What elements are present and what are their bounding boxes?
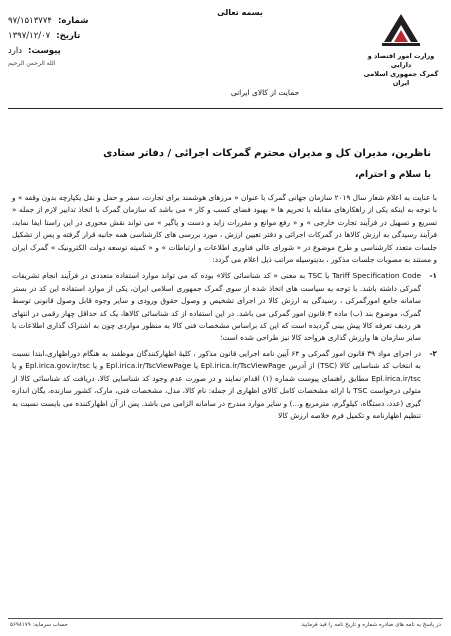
basmala-small: الله الرحمن الرحیم [8,60,56,67]
number-label: شماره: [57,16,89,26]
greeting: با سلام و احترام، [355,170,431,180]
attachment-value: دارد [8,46,23,56]
attachment-label: پیوست: [28,46,61,56]
footer-account-value: ۵۶۹۸۱۷۹ [10,622,31,628]
attachment-row [8,44,188,59]
date-value: ۱۳۹۷/۱۲/۰۷ [8,31,51,41]
letter-body [12,192,437,422]
recipient-line: ناظرین، مدیران کل و مدیران محترم گمرکات اجرائی / دفاتر ستادی [103,148,431,159]
org-name-2: گمرک جمهوری اسلامی ایران [363,70,439,87]
item-text: در اجرای مواد ۳۹ قانون امور گمرکی و ۶۴ آیین نامه اجرایی قانون مذکور ، کلیهٔ اظهارکنندگان موظفند به هنگام دوراظهاری،ابتدا نسبت به انتخاب کد شناسایی کالا (TSC) از آدرس Epl.irica.ir/TscViewPage یا Epl.irica.ir/TscViewPage و یا Epl.irica.gov.ir/tsc و یا Epl.irica.ir/tsc مطابق راهنمای پیوست شماره (۱) اقدام نمایند و در صورت عدم وجود کد شناسایی کالا، دریافت کد شناسائی کالا از متولی درخواست TSC با ارائه مشخصات کامل کالای اظهاری از جمله: نام کالا، مدل، مشخصات فنی، مارک، کشور سازنده، یگان اندازه گیری (عدد، دستگاه، کیلوگرم، مترمربع و...) و سایر موارد مندرج در سامانه الزامی می باشد. پس از آن اظهارکننده می بایست نسبت به تنظیم اظهارنامه و تکمیل فرم خلاصه ارزش کالا [12,348,421,420]
customs-logo-icon [378,8,424,48]
list-item [12,348,437,422]
number-row [8,14,188,29]
item-number: ۱- [429,271,437,281]
number-value: ۹۷/۱۵۱۳۷۷۴ [8,16,52,26]
basmala: بسمه تعالی [217,8,263,17]
footer [10,622,441,628]
letter-meta [8,14,188,59]
date-row [8,29,188,44]
item-text: Tariff Specification Code یا TSC به معنی « کد شناسائی کالا» بوده که می تواند موارد استفاده متعددی در فرآیند انجام تشریفات گمرکی داشته باشد. با توجه به سیاست های اتخاذ شده از سوی گمرک جمهوری اسلامی ایران، یکی از موارد استفاده این کد در بستر سامانه جامع امورگمرکی ، رسیدگی به ارزش کالا در اجرای تشخیص و وصول حقوق ورودی و سایر وجوه قابل وصول قانونی توسط گمرک، موضوع بند (ب) ماده ۳ قانون امور گمرکی می باشد. در این استفاده از کد شناسائی کالاها، یک کد حداقل چهار رقمی در انتهای هر ردیف تعرفه کالا پیش بینی گردیده است که این کد براساس مشخصات فنی کالا به منظور مواردی چون به اشتراک گذاری اطلاعات با سایر سازمان ها وارزش گذاری هرواحد کالا نیز طراحی شده است؛ [12,271,422,343]
item-number: ۲- [429,348,437,358]
intro-paragraph: با عنایت به اعلام شعار سال ۲۰۱۹ سازمان جهانی گمرک با عنوان « مرزهای هوشمند برای تجارت، سفر و حمل و نقل یکپارچه بدون وقفه » و با توجه به اینکه یکی از راهکارهای مقابله با تحریم ها « بهبود فضای کسب و کار » می باشد که سازمان گمرک با اتخاذ تدابیر لازم از جمله « تسریع و تسهیل در فرآیند تجارت خارجی » و « رفع موانع و مقررات زاید و دست و پاگیر » می تواند نقش محوری در این راستا ایفا نماید، فرآیند رسیدگی به ارزش کالاها در گمرکات اجرائی و دفتر تعیین ارزش ، مورد بررسی های کارشناسی همه جانبه قرار گرفته و پس از تشکیل جلسات متعدد کارشناسی و طرح موضوع در « شورای عالی فناوری اطلاعات و ارتباطات » و « کمیته توسعه دولت الکترونیک » گمرک ایران و مستند به مصوبات جلسات مذکور ، بدینوسیله مراتب ذیل اعلام می گردد: [12,193,437,265]
header-divider [8,108,443,109]
customs-logo-block [361,8,441,88]
footer-divider [8,618,443,619]
footer-account-label: حساب سرمایه: [32,622,68,628]
org-name-1: وزارت امور اقتصاد و دارایی [367,52,435,69]
footer-note: در پاسخ به نامه های صادره شماره و تاریخ نامه را قید فرمایید [301,622,441,628]
footer-account [10,622,68,628]
date-label: تاریخ: [56,31,81,41]
slogan: حمایت از کالای ایرانی [230,88,300,97]
list-item [12,270,437,344]
